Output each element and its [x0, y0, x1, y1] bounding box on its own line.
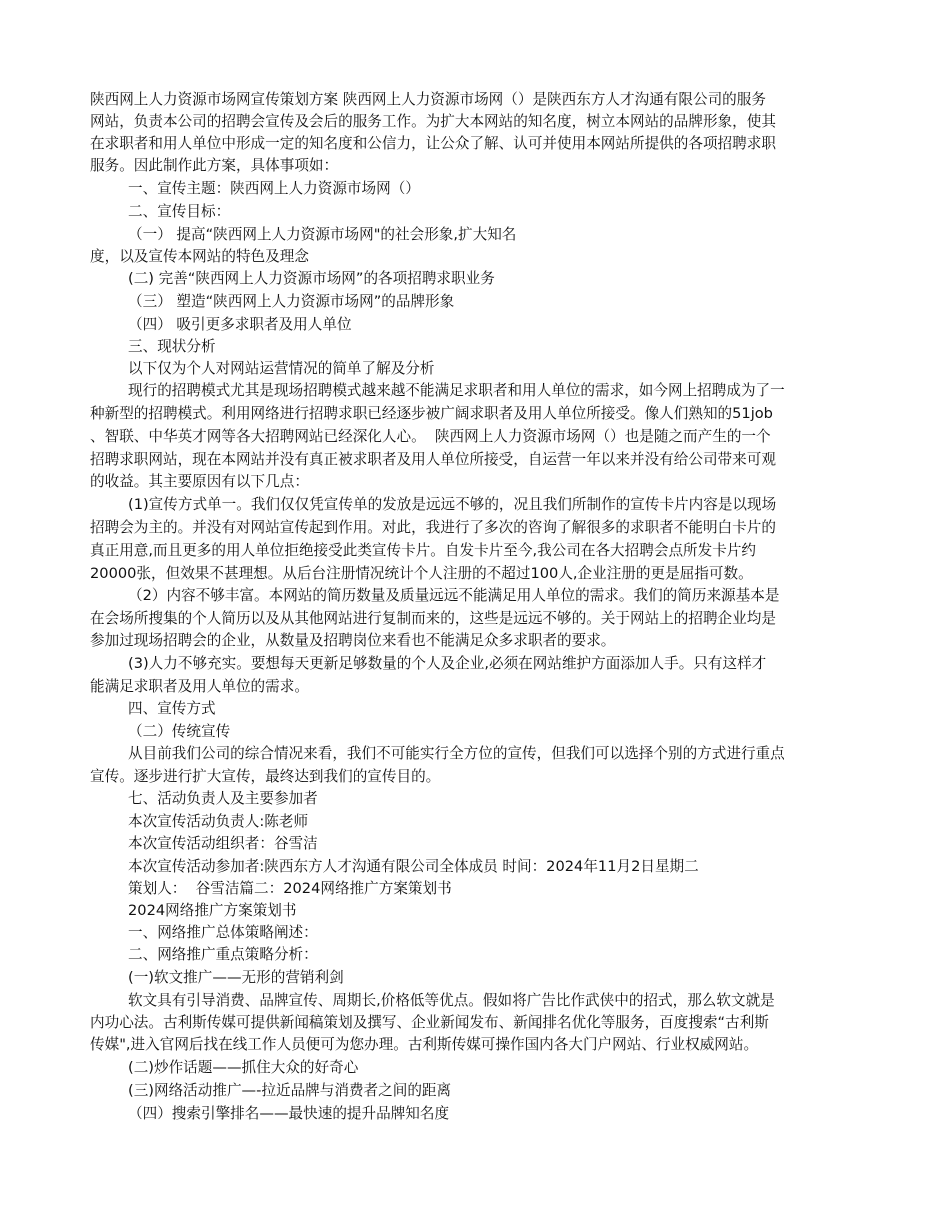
text-line: 的收益。其主要原因有以下几点：: [90, 473, 309, 490]
list-item: （一） 提高“陕西网上人力资源市场网"的社会形象,扩大知名: [128, 226, 517, 243]
section-heading: 四、宣传方式: [128, 700, 216, 717]
text-line: 策划人： 谷雪洁篇二：2024网络推广方案策划书: [128, 880, 452, 897]
text-line: 本次宣传活动负责人:陈老师: [128, 813, 309, 830]
text-line: 20000张，但效果不甚理想。从后台注册情况统计个人注册的不超过100人,企业注册的更是屈指可数。: [90, 565, 753, 582]
text-line: 种新型的招聘模式。利用网络进行招聘求职已经逐步被广阔求职者及用人单位所接受。像人们熟知的51job: [90, 405, 773, 422]
list-item: (二) 完善“陕西网上人力资源市场网”的各项招聘求职业务: [128, 270, 495, 287]
section-heading: 二、网络推广重点策略分析：: [128, 946, 318, 963]
text-line: 招聘会为主的。并没有对网站宣传起到作用。对此，我进行了多次的咨询了解很多的求职者不能明白卡片的: [90, 519, 776, 536]
text-line: 本次宣传活动参加者:陕西东方人才沟通有限公司全体成员 时间：2024年11月2日星期二: [128, 858, 699, 875]
section-heading: 七、活动负责人及主要参加者: [128, 790, 318, 807]
list-item: (一)软文推广——无形的营销利剑: [128, 969, 344, 986]
section-heading: 三、现状分析: [128, 338, 216, 355]
paragraph-first-line: (3)人力不够充实。要想每天更新足够数量的个人及企业,必须在网站维护方面添加人手。只有这样才: [128, 655, 767, 672]
paragraph-first-line: （2）内容不够丰富。本网站的简历数量及质量远远不能满足用人单位的需求。我们的简历来源基本是: [128, 587, 780, 604]
list-item: （二）传统宣传: [128, 723, 231, 740]
text-line: 内功心法。古利斯传媒可提供新闻稿策划及撰写、企业新闻发布、新闻排名优化等服务，百度搜索“古利斯: [90, 1014, 769, 1031]
text-line: 能满足求职者及用人单位的需求。: [90, 678, 309, 695]
text-line: 陕西网上人力资源市场网宣传策划方案 陕西网上人力资源市场网（）是陕西东方人才沟通有限公司的服务: [90, 91, 766, 108]
paragraph-first-line: (1)宣传方式单一。我们仅仅凭宣传单的发放是远远不够的，况且我们所制作的宣传卡片内容是以现场: [128, 496, 777, 513]
text-line: 招聘求职网站，现在本网站并没有真正被求职者及用人单位所接受，自运营一年以来并没有给公司带来可观: [90, 451, 776, 468]
list-item: （四）搜索引擎排名——最快速的提升品牌知名度: [128, 1105, 450, 1122]
section-heading: 一、网络推广总体策略阐述：: [128, 924, 318, 941]
text-line: 在求职者和用人单位中形成一定的知名度和公信力，让公众了解、认可并使用本网站所提供的各项招聘求职: [90, 135, 776, 152]
list-item: （四） 吸引更多求职者及用人单位: [128, 316, 352, 333]
text-line: 真正用意,而且更多的用人单位拒绝接受此类宣传卡片。自发卡片至今,我公司在各大招聘会点所发卡片约: [90, 542, 757, 559]
section-heading: 二、宣传目标：: [128, 203, 231, 220]
text-line: 传媒",进入官网后找在线工作人员便可为您办理。古利斯传媒可操作国内各大门户网站、行业权威网站。: [90, 1036, 759, 1053]
paragraph-first-line: 软文具有引导消费、品牌宣传、周期长,价格低等优点。假如将广告比作武侠中的招式，那么软文就是: [128, 992, 775, 1009]
paragraph-first-line: 现行的招聘模式尤其是现场招聘模式越来越不能满足求职者和用人单位的需求，如今网上招聘成为了一: [128, 382, 785, 399]
document-title: 2024网络推广方案策划书: [128, 902, 297, 919]
text-line: 度，以及宣传本网站的特色及理念: [90, 248, 309, 265]
text-line: 本次宣传活动组织者：谷雪洁: [128, 835, 318, 852]
list-item: (二)炒作话题——抓住大众的好奇心: [128, 1059, 359, 1076]
text-line: 以下仅为个人对网站运营情况的简单了解及分析: [128, 360, 435, 377]
list-item: （三） 塑造“陕西网上人力资源市场网”的品牌形象: [128, 293, 455, 310]
text-line: 宣传。逐步进行扩大宣传，最终达到我们的宣传目的。: [90, 768, 441, 785]
text-line: 服务。因此制作此方案，具体事项如：: [90, 157, 339, 174]
text-line: 网站，负责本公司的招聘会宣传及会后的服务工作。为扩大本网站的知名度，树立本网站的品牌形象，使其: [90, 113, 776, 130]
text-line: 参加过现场招聘会的企业，从数量及招聘岗位来看也不能满足众多求职者的要求。: [90, 632, 616, 649]
text-line: 在会场所搜集的个人简历以及从其他网站进行复制而来的，这些是远远不够的。关于网站上的招聘企业均是: [90, 610, 776, 627]
list-item: (三)网络活动推广—-拉近品牌与消费者之间的距离: [128, 1082, 452, 1099]
text-line: 、智联、中华英才网等各大招聘网站已经深化人心。 陕西网上人力资源市场网（）也是随之而产生的一个: [90, 428, 771, 445]
paragraph-first-line: 从目前我们公司的综合情况来看，我们不可能实行全方位的宣传，但我们可以选择个别的方式进行重点: [128, 745, 785, 762]
section-heading: 一、宣传主题：陕西网上人力资源市场网（）: [128, 180, 420, 197]
